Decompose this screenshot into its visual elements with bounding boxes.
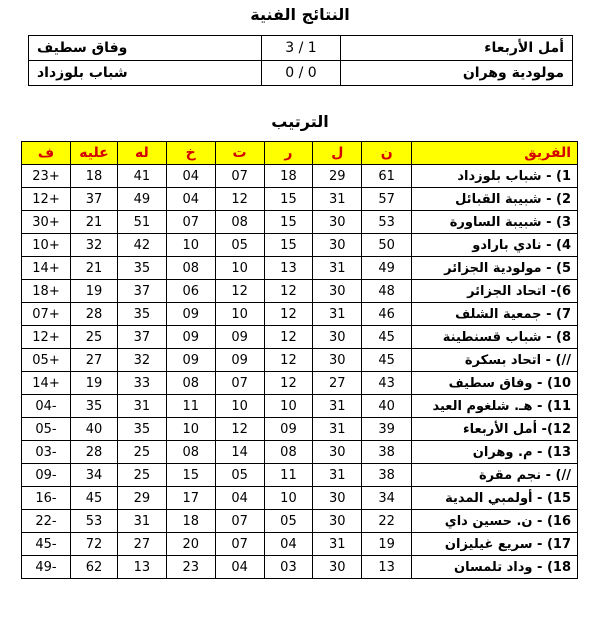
cell-goal-difference: 12+: [22, 326, 71, 349]
cell-goals-against: 19: [71, 280, 118, 303]
cell-points: 40: [362, 395, 412, 418]
cell-points: 38: [362, 441, 412, 464]
cell-goal-difference: 09-: [22, 464, 71, 487]
cell-drawn: 10: [215, 395, 264, 418]
cell-played: 30: [313, 487, 362, 510]
cell-won: 03: [264, 556, 313, 579]
cell-goal-difference: 14+: [22, 257, 71, 280]
cell-drawn: 04: [215, 556, 264, 579]
cell-played: 30: [313, 326, 362, 349]
cell-goals-for: 49: [117, 188, 166, 211]
cell-won: 09: [264, 418, 313, 441]
column-header-goals-for: له: [117, 142, 166, 165]
cell-team: 10) - وفاق سطيف: [412, 372, 578, 395]
cell-goals-for: 33: [117, 372, 166, 395]
cell-team: 1) - شباب بلوزداد: [412, 165, 578, 188]
cell-team: 8) - شباب قسنطينة: [412, 326, 578, 349]
cell-goals-for: 37: [117, 326, 166, 349]
standings-row: [22, 165, 578, 188]
column-header-goal-difference: ف: [22, 142, 71, 165]
cell-lost: 04: [166, 188, 215, 211]
cell-points: 49: [362, 257, 412, 280]
cell-goals-against: 45: [71, 487, 118, 510]
cell-goals-for: 31: [117, 395, 166, 418]
cell-points: 61: [362, 165, 412, 188]
away-team: وفاق سطيف: [29, 36, 262, 61]
cell-played: 30: [313, 349, 362, 372]
cell-team: 2) - شبيبة القبائل: [412, 188, 578, 211]
standings-row: [22, 234, 578, 257]
cell-goals-against: 18: [71, 165, 118, 188]
cell-goals-against: 21: [71, 211, 118, 234]
standings-table: [21, 141, 578, 579]
cell-goal-difference: 16-: [22, 487, 71, 510]
cell-drawn: 07: [215, 372, 264, 395]
cell-drawn: 10: [215, 303, 264, 326]
cell-goals-for: 32: [117, 349, 166, 372]
cell-goal-difference: 10+: [22, 234, 71, 257]
cell-played: 31: [313, 257, 362, 280]
cell-lost: 07: [166, 211, 215, 234]
cell-points: 45: [362, 349, 412, 372]
standings-row: [22, 303, 578, 326]
cell-goals-against: 62: [71, 556, 118, 579]
cell-lost: 09: [166, 326, 215, 349]
cell-drawn: 05: [215, 464, 264, 487]
cell-goals-against: 72: [71, 533, 118, 556]
cell-team: //) - اتحاد بسكرة: [412, 349, 578, 372]
cell-lost: 17: [166, 487, 215, 510]
cell-goals-for: 35: [117, 257, 166, 280]
cell-lost: 10: [166, 418, 215, 441]
cell-won: 18: [264, 165, 313, 188]
standings-title: الترتيب: [271, 112, 329, 131]
cell-drawn: 08: [215, 211, 264, 234]
cell-played: 30: [313, 441, 362, 464]
cell-goals-against: 53: [71, 510, 118, 533]
cell-played: 31: [313, 464, 362, 487]
cell-won: 08: [264, 441, 313, 464]
standings-header-row: [22, 142, 578, 165]
standings-row: [22, 556, 578, 579]
cell-drawn: 12: [215, 188, 264, 211]
cell-points: 46: [362, 303, 412, 326]
cell-points: 19: [362, 533, 412, 556]
cell-drawn: 05: [215, 234, 264, 257]
cell-played: 30: [313, 234, 362, 257]
cell-won: 15: [264, 211, 313, 234]
cell-drawn: 07: [215, 165, 264, 188]
column-header-played: ل: [313, 142, 362, 165]
cell-played: 31: [313, 418, 362, 441]
cell-won: 05: [264, 510, 313, 533]
cell-won: 10: [264, 487, 313, 510]
cell-points: 48: [362, 280, 412, 303]
match-score: 3 / 1: [261, 36, 341, 61]
column-header-lost: خ: [166, 142, 215, 165]
cell-goals-against: 28: [71, 303, 118, 326]
cell-won: 12: [264, 280, 313, 303]
column-header-drawn: ت: [215, 142, 264, 165]
cell-goals-for: 35: [117, 418, 166, 441]
cell-won: 12: [264, 326, 313, 349]
cell-goal-difference: 49-: [22, 556, 71, 579]
cell-team: 12)- أمل الأربعاء: [412, 418, 578, 441]
cell-lost: 09: [166, 349, 215, 372]
cell-team: 5) - مولودية الجزائر: [412, 257, 578, 280]
cell-goals-against: 27: [71, 349, 118, 372]
cell-goals-for: 27: [117, 533, 166, 556]
away-team: شباب بلوزداد: [29, 61, 262, 86]
cell-goals-for: 25: [117, 441, 166, 464]
cell-lost: 18: [166, 510, 215, 533]
cell-lost: 06: [166, 280, 215, 303]
cell-won: 13: [264, 257, 313, 280]
cell-points: 39: [362, 418, 412, 441]
standings-row: [22, 326, 578, 349]
result-row: [29, 61, 573, 86]
cell-played: 30: [313, 510, 362, 533]
cell-won: 12: [264, 372, 313, 395]
cell-lost: 09: [166, 303, 215, 326]
cell-won: 11: [264, 464, 313, 487]
cell-lost: 15: [166, 464, 215, 487]
cell-goals-against: 25: [71, 326, 118, 349]
cell-played: 31: [313, 188, 362, 211]
cell-team: 3) - شبيبة الساورة: [412, 211, 578, 234]
standings-row: [22, 349, 578, 372]
cell-points: 34: [362, 487, 412, 510]
standings-row: [22, 464, 578, 487]
cell-won: 15: [264, 234, 313, 257]
cell-points: 50: [362, 234, 412, 257]
cell-played: 31: [313, 533, 362, 556]
cell-goal-difference: 45-: [22, 533, 71, 556]
cell-drawn: 07: [215, 510, 264, 533]
standings-row: [22, 510, 578, 533]
cell-goal-difference: 05-: [22, 418, 71, 441]
cell-goals-for: 51: [117, 211, 166, 234]
cell-team: 11) - هـ. شلغوم العيد: [412, 395, 578, 418]
cell-played: 30: [313, 556, 362, 579]
cell-goals-against: 34: [71, 464, 118, 487]
cell-goal-difference: 12+: [22, 188, 71, 211]
cell-goals-for: 37: [117, 280, 166, 303]
cell-goals-for: 29: [117, 487, 166, 510]
cell-lost: 08: [166, 441, 215, 464]
standings-row: [22, 188, 578, 211]
cell-drawn: 09: [215, 326, 264, 349]
cell-goals-against: 35: [71, 395, 118, 418]
cell-points: 53: [362, 211, 412, 234]
cell-points: 57: [362, 188, 412, 211]
cell-won: 10: [264, 395, 313, 418]
cell-lost: 08: [166, 372, 215, 395]
cell-goal-difference: 30+: [22, 211, 71, 234]
cell-team: 15) - أولمبي المدية: [412, 487, 578, 510]
standings-row: [22, 395, 578, 418]
cell-played: 31: [313, 395, 362, 418]
cell-team: 7) - جمعية الشلف: [412, 303, 578, 326]
cell-lost: 10: [166, 234, 215, 257]
cell-goals-for: 35: [117, 303, 166, 326]
cell-won: 15: [264, 188, 313, 211]
cell-lost: 11: [166, 395, 215, 418]
cell-drawn: 12: [215, 280, 264, 303]
standings-row: [22, 441, 578, 464]
cell-goals-for: 25: [117, 464, 166, 487]
column-header-points: ن: [362, 142, 412, 165]
result-row: [29, 36, 573, 61]
cell-goals-against: 28: [71, 441, 118, 464]
cell-goal-difference: 04-: [22, 395, 71, 418]
standings-row: [22, 418, 578, 441]
cell-lost: 08: [166, 257, 215, 280]
cell-won: 12: [264, 349, 313, 372]
cell-goal-difference: 03-: [22, 441, 71, 464]
cell-drawn: 10: [215, 257, 264, 280]
home-team: مولودية وهران: [341, 61, 573, 86]
match-score: 0 / 0: [261, 61, 341, 86]
results-title: النتائج الفنية: [250, 5, 350, 24]
results-table: [28, 35, 573, 86]
cell-goals-for: 41: [117, 165, 166, 188]
cell-team: //) - نجم مقرة: [412, 464, 578, 487]
cell-played: 30: [313, 211, 362, 234]
cell-team: 16) - ن. حسين داي: [412, 510, 578, 533]
cell-team: 18) - وداد تلمسان: [412, 556, 578, 579]
cell-goals-for: 13: [117, 556, 166, 579]
cell-points: 45: [362, 326, 412, 349]
cell-goal-difference: 14+: [22, 372, 71, 395]
cell-goal-difference: 05+: [22, 349, 71, 372]
cell-points: 22: [362, 510, 412, 533]
column-header-won: ر: [264, 142, 313, 165]
cell-goal-difference: 22-: [22, 510, 71, 533]
standings-row: [22, 280, 578, 303]
cell-drawn: 04: [215, 487, 264, 510]
cell-goals-for: 42: [117, 234, 166, 257]
cell-won: 04: [264, 533, 313, 556]
cell-team: 4) - نادي بارادو: [412, 234, 578, 257]
cell-played: 29: [313, 165, 362, 188]
cell-goal-difference: 07+: [22, 303, 71, 326]
cell-lost: 20: [166, 533, 215, 556]
cell-team: 13) - م. وهران: [412, 441, 578, 464]
cell-drawn: 09: [215, 349, 264, 372]
home-team: أمل الأربعاء: [341, 36, 573, 61]
cell-played: 27: [313, 372, 362, 395]
cell-goals-against: 19: [71, 372, 118, 395]
cell-goal-difference: 23+: [22, 165, 71, 188]
cell-points: 43: [362, 372, 412, 395]
standings-row: [22, 211, 578, 234]
standings-row: [22, 257, 578, 280]
cell-drawn: 07: [215, 533, 264, 556]
standings-row: [22, 372, 578, 395]
cell-played: 31: [313, 303, 362, 326]
cell-played: 30: [313, 280, 362, 303]
cell-goals-against: 40: [71, 418, 118, 441]
cell-lost: 04: [166, 165, 215, 188]
cell-drawn: 12: [215, 418, 264, 441]
standings-row: [22, 487, 578, 510]
cell-drawn: 14: [215, 441, 264, 464]
cell-goals-against: 21: [71, 257, 118, 280]
cell-won: 12: [264, 303, 313, 326]
cell-team: 17) - سريع غيليزان: [412, 533, 578, 556]
cell-goals-for: 31: [117, 510, 166, 533]
cell-goals-against: 37: [71, 188, 118, 211]
cell-points: 13: [362, 556, 412, 579]
cell-team: 6)- اتحاد الجزائر: [412, 280, 578, 303]
column-header-goals-against: عليه: [71, 142, 118, 165]
cell-points: 38: [362, 464, 412, 487]
standings-row: [22, 533, 578, 556]
cell-goal-difference: 18+: [22, 280, 71, 303]
cell-lost: 23: [166, 556, 215, 579]
column-header-team: الفريق: [412, 142, 578, 165]
cell-goals-against: 32: [71, 234, 118, 257]
